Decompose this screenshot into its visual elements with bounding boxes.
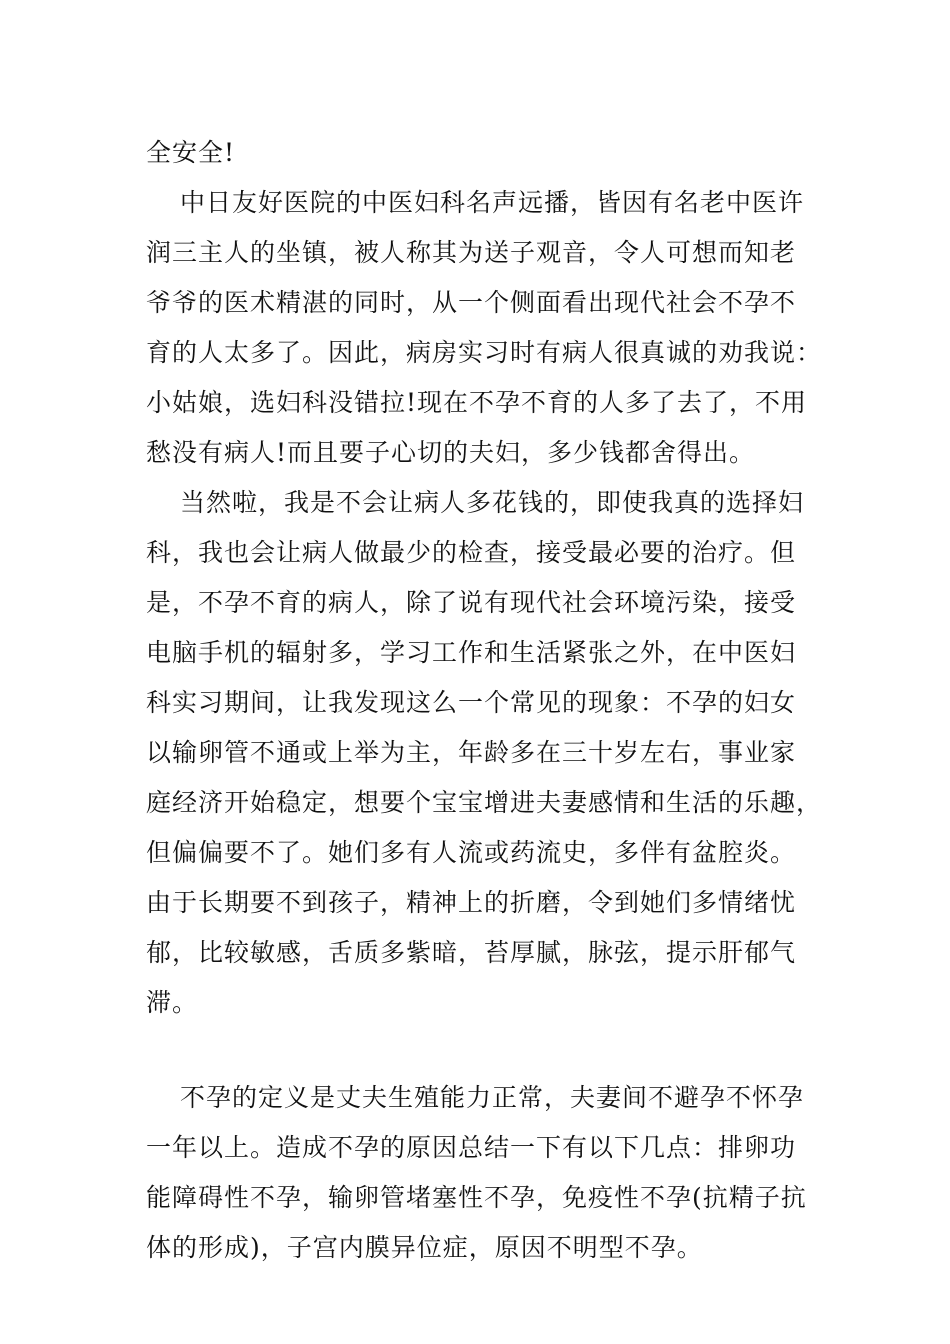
text-line: 是，不孕不育的病人，除了说有现代社会环境污染，接受: [146, 588, 797, 617]
text-line: 当然啦，我是不会让病人多花钱的，即使我真的选择妇: [180, 488, 805, 517]
text-line: 能障碍性不孕，输卵管堵塞性不孕，免疫性不孕(抗精子抗: [146, 1183, 807, 1212]
text-line: 由于长期要不到孩子，精神上的折磨，令到她们多情绪忧: [146, 888, 797, 917]
text-line: 庭经济开始稳定，想要个宝宝增进夫妻感情和生活的乐趣，: [146, 788, 823, 817]
text-line: 但偏偏要不了。她们多有人流或药流史，多伴有盆腔炎。: [146, 838, 797, 867]
paragraph-observation: [146, 478, 823, 1028]
text-line: 郁，比较敏感，舌质多紫暗，苔厚腻，脉弦，提示肝郁气: [146, 938, 797, 967]
text-line: 小姑娘，选妇科没错拉!现在不孕不育的人多了去了，不用: [146, 388, 808, 417]
text-line: 全安全!: [146, 138, 236, 167]
paragraph-continuation: [146, 128, 806, 178]
text-line: 科，我也会让病人做最少的检查，接受最必要的治疗。但: [146, 538, 797, 567]
text-line: 电脑手机的辐射多，学习工作和生活紧张之外，在中医妇: [146, 638, 797, 667]
text-line: 一年以上。造成不孕的原因总结一下有以下几点：排卵功: [146, 1133, 797, 1162]
text-line: 滞。: [146, 988, 199, 1017]
paragraph-spacer: [146, 1028, 806, 1073]
paragraph-definition: [146, 1073, 806, 1273]
text-line: 不孕的定义是丈夫生殖能力正常，夫妻间不避孕不怀孕: [180, 1083, 805, 1112]
text-line: 润三主人的坐镇，被人称其为送子观音，令人可想而知老: [146, 238, 797, 267]
text-line: 爷爷的医术精湛的同时，从一个侧面看出现代社会不孕不: [146, 288, 797, 317]
text-line: 体的形成)，子宫内膜异位症，原因不明型不孕。: [146, 1233, 703, 1262]
document-body: [146, 128, 823, 1273]
text-line: 科实习期间，让我发现这么一个常见的现象：不孕的妇女: [146, 688, 797, 717]
text-line: 育的人太多了。因此，病房实习时有病人很真诚的劝我说：: [146, 338, 823, 367]
text-line: 以输卵管不通或上举为主，年龄多在三十岁左右，事业家: [146, 738, 797, 767]
text-line: 愁没有病人!而且要子心切的夫妇，多少钱都舍得出。: [146, 438, 756, 467]
text-line: 中日友好医院的中医妇科名声远播，皆因有名老中医许: [180, 188, 805, 217]
paragraph-famous-hospital: [146, 178, 823, 478]
